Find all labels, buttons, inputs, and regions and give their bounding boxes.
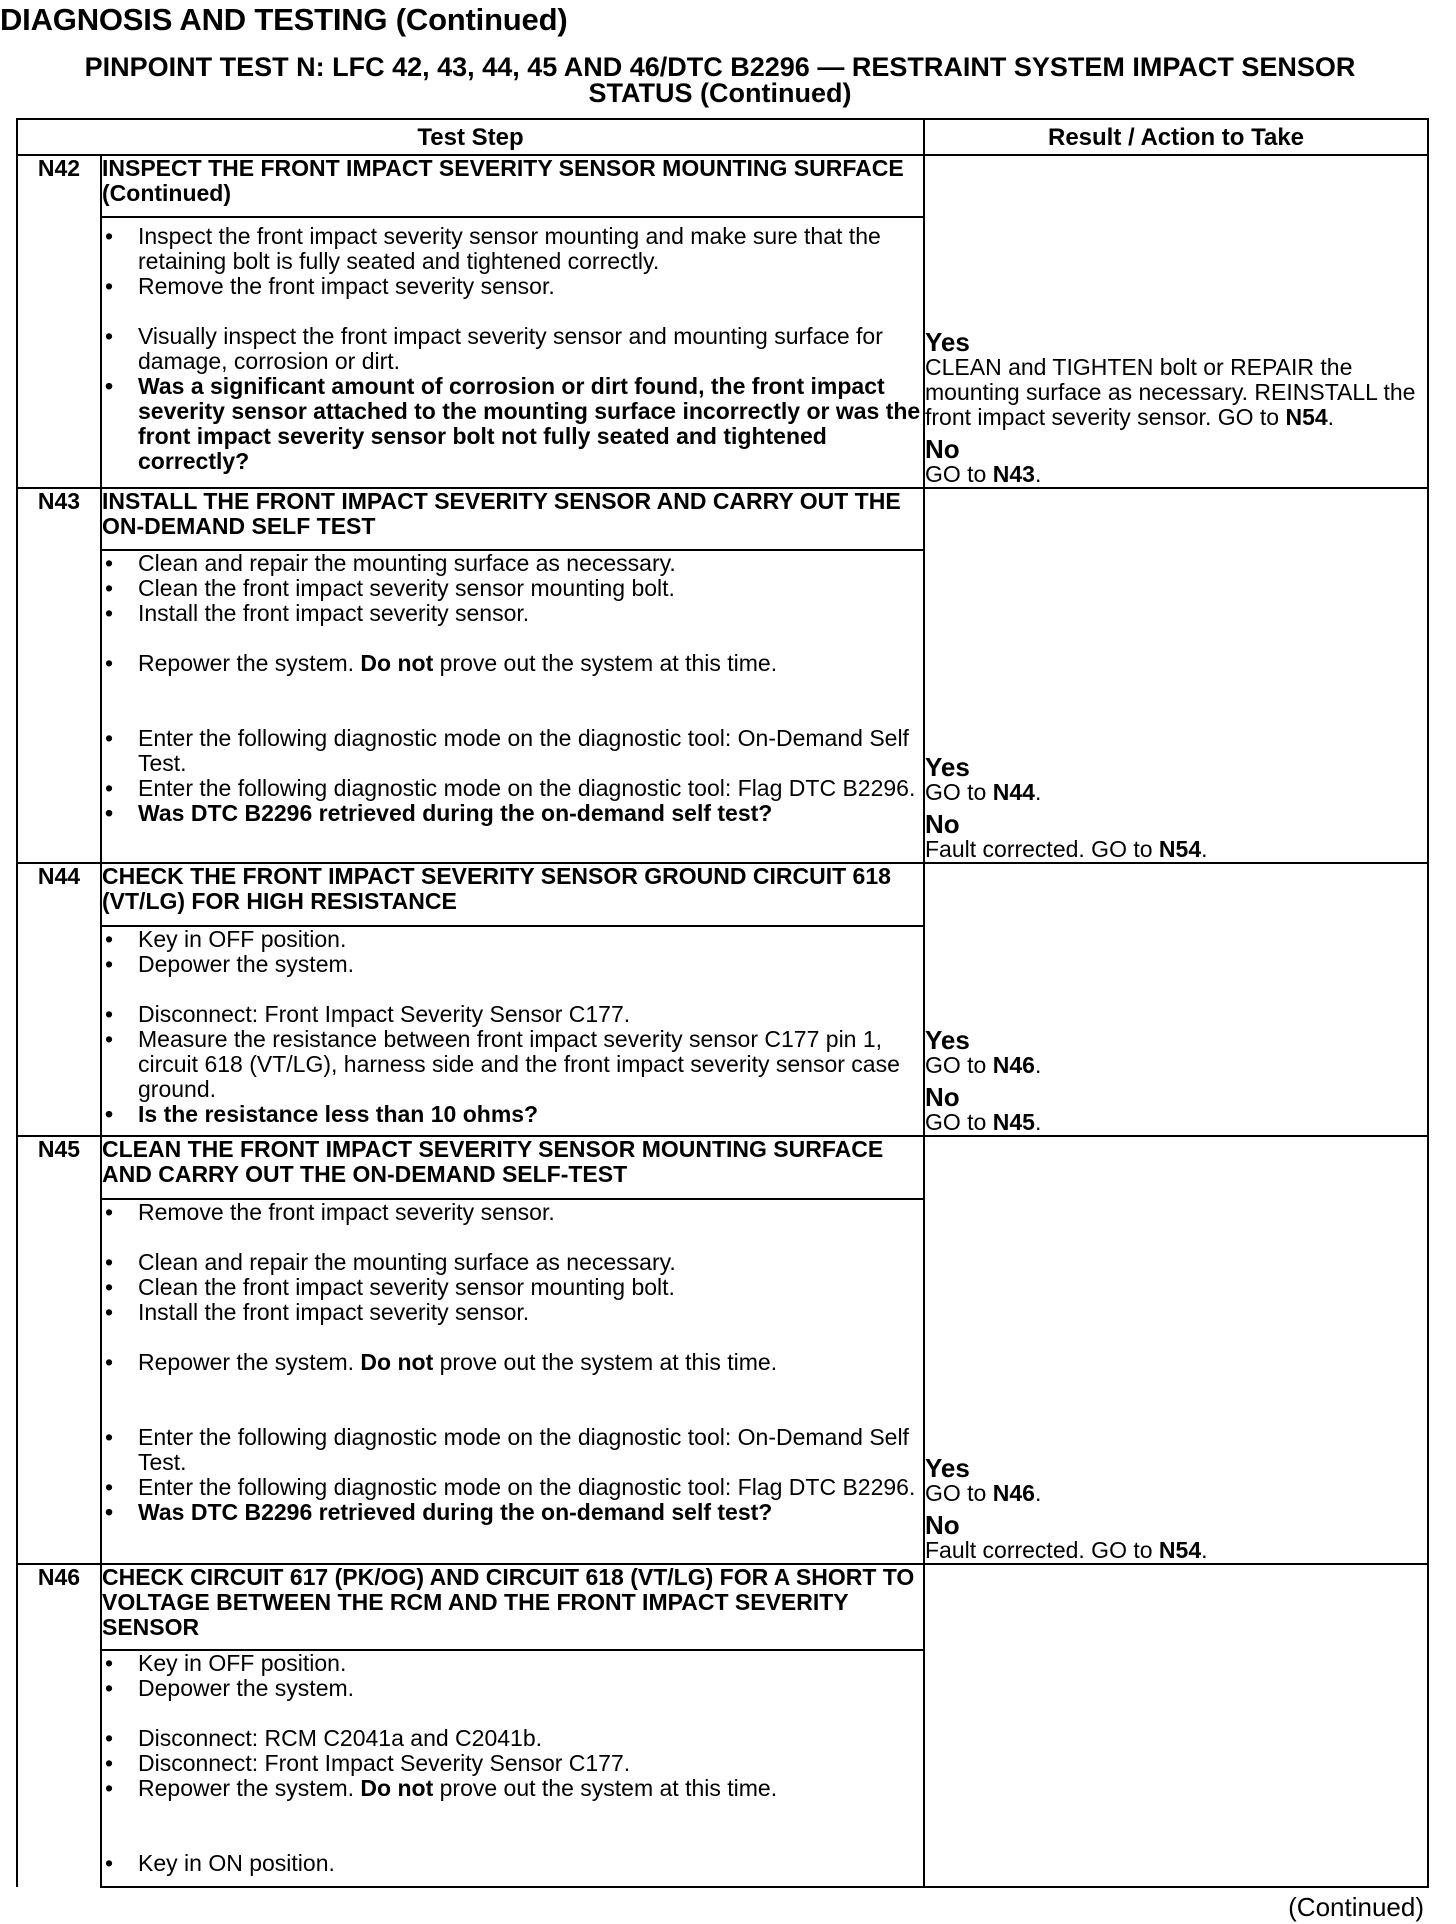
yes-label: Yes bbox=[925, 1025, 970, 1056]
subtitle-line-2: STATUS (Continued) bbox=[588, 78, 852, 108]
list-item: • Clean and repair the mounting surface as necessary. bbox=[102, 551, 923, 576]
list-item: • Install the front impact severity sensor. bbox=[102, 601, 923, 626]
result-n43 bbox=[924, 488, 1428, 863]
step-n44-title-row bbox=[17, 863, 1428, 925]
yes-label: Yes bbox=[925, 1452, 970, 1483]
step-id-n43: N43 bbox=[17, 488, 101, 863]
step-reference: N45 bbox=[992, 1109, 1035, 1136]
step-reference: N44 bbox=[992, 779, 1035, 806]
step-reference: N54 bbox=[1158, 1536, 1202, 1563]
list-item: • Repower the system. Do not prove out the system at this time. bbox=[102, 1776, 923, 1801]
yes-label: Yes bbox=[925, 752, 970, 783]
step-body-n42 bbox=[101, 217, 924, 488]
step-title-n46: CHECK CIRCUIT 617 (PK/OG) AND CIRCUIT 618 (VT/LG) FOR A SHORT TO VOLTAGE BETWEEN THE RCM AND THE FRONT IMPACT SEVERITY SENSOR bbox=[101, 1564, 924, 1650]
no-action-text: Fault corrected. GO to N54. bbox=[925, 836, 1208, 863]
no-label: No bbox=[925, 809, 960, 840]
step-reference: N54 bbox=[1285, 404, 1328, 431]
step-id-n45: N45 bbox=[17, 1136, 101, 1563]
step-reference: N46 bbox=[992, 1479, 1035, 1506]
column-header-test-step: Test Step bbox=[17, 119, 924, 155]
yes-action-text: GO to N46. bbox=[925, 1479, 1042, 1506]
list-item: • Install the front impact severity sensor. bbox=[102, 1300, 923, 1325]
list-item: • Was DTC B2296 retrieved during the on-demand self test? bbox=[102, 801, 923, 826]
list-item: • Disconnect: Front Impact Severity Sensor C177. bbox=[102, 1002, 923, 1027]
step-n45-title-row bbox=[17, 1136, 1428, 1198]
list-item: • Repower the system. Do not prove out the system at this time. bbox=[102, 1350, 923, 1375]
list-item: • Enter the following diagnostic mode on the diagnostic tool: On-Demand Self Test. bbox=[102, 1425, 923, 1475]
list-item: • Depower the system. bbox=[102, 952, 923, 977]
subtitle-line-1: PINPOINT TEST N: LFC 42, 43, 44, 45 AND 46/DTC B2296 — RESTRAINT SYSTEM IMPACT SENSOR bbox=[84, 52, 1356, 82]
step-reference: N46 bbox=[992, 1052, 1035, 1079]
yes-label: Yes bbox=[925, 327, 970, 358]
list-item: • Key in OFF position. bbox=[102, 1651, 923, 1676]
step-body-n44 bbox=[101, 926, 924, 1137]
list-item: • Clean the front impact severity sensor mounting bolt. bbox=[102, 576, 923, 601]
step-n46-title-row bbox=[17, 1564, 1428, 1650]
list-item: • Disconnect: RCM C2041a and C2041b. bbox=[102, 1726, 923, 1751]
list-item: • Is the resistance less than 10 ohms? bbox=[102, 1102, 923, 1127]
result-n45 bbox=[924, 1136, 1428, 1563]
no-action-text: Fault corrected. GO to N54. bbox=[925, 1536, 1208, 1563]
pinpoint-test-table bbox=[16, 118, 1429, 1888]
no-label: No bbox=[925, 1082, 960, 1113]
list-item: • Enter the following diagnostic mode on the diagnostic tool: Flag DTC B2296. bbox=[102, 776, 923, 801]
step-body-n46 bbox=[101, 1650, 924, 1887]
list-item: • Depower the system. bbox=[102, 1676, 923, 1701]
yes-action-text: GO to N46. bbox=[925, 1052, 1042, 1079]
list-item: • Key in OFF position. bbox=[102, 927, 923, 952]
list-item: • Clean the front impact severity sensor mounting bolt. bbox=[102, 1275, 923, 1300]
result-n46 bbox=[924, 1564, 1428, 1887]
no-action-text: GO to N45. bbox=[925, 1109, 1042, 1136]
step-title-n42: INSPECT THE FRONT IMPACT SEVERITY SENSOR MOUNTING SURFACE (Continued) bbox=[101, 155, 924, 217]
list-item: • Enter the following diagnostic mode on the diagnostic tool: On-Demand Self Test. bbox=[102, 726, 923, 776]
column-header-result: Result / Action to Take bbox=[924, 119, 1428, 155]
list-item: • Inspect the front impact severity sensor mounting and make sure that the retaining bolt is fully seated and tightened correctly. bbox=[102, 224, 923, 274]
no-label: No bbox=[925, 1509, 960, 1540]
step-title-n44: CHECK THE FRONT IMPACT SEVERITY SENSOR GROUND CIRCUIT 618 (VT/LG) FOR HIGH RESISTANCE bbox=[101, 863, 924, 925]
list-item: • Disconnect: Front Impact Severity Sensor C177. bbox=[102, 1751, 923, 1776]
list-item: • Enter the following diagnostic mode on the diagnostic tool: Flag DTC B2296. bbox=[102, 1475, 923, 1500]
yes-action-text: CLEAN and TIGHTEN bolt or REPAIR the mounting surface as necessary. REINSTALL the front impact severity sensor. GO to N54. bbox=[925, 354, 1416, 431]
step-title-n45: CLEAN THE FRONT IMPACT SEVERITY SENSOR MOUNTING SURFACE AND CARRY OUT THE ON-DEMAND SELF-TEST bbox=[101, 1136, 924, 1198]
list-item: • Remove the front impact severity sensor. bbox=[102, 1200, 923, 1225]
list-item: • Was a significant amount of corrosion or dirt found, the front impact severity sensor attached to the mounting surface incorrectly or was the front impact severity sensor bolt not fully seated and tightened correctly? bbox=[102, 374, 923, 474]
pinpoint-test-subtitle bbox=[14, 54, 1426, 106]
step-id-n42: N42 bbox=[17, 155, 101, 488]
no-label: No bbox=[925, 434, 960, 465]
continued-footer: (Continued) bbox=[1288, 1892, 1424, 1922]
list-item: • Clean and repair the mounting surface as necessary. bbox=[102, 1250, 923, 1275]
list-item: • Remove the front impact severity sensor. bbox=[102, 274, 923, 299]
step-id-n44: N44 bbox=[17, 863, 101, 1136]
list-item: • Repower the system. Do not prove out the system at this time. bbox=[102, 651, 923, 676]
step-body-n43 bbox=[101, 550, 924, 863]
table-header-row bbox=[17, 119, 1428, 155]
list-item: • Was DTC B2296 retrieved during the on-demand self test? bbox=[102, 1500, 923, 1525]
result-n44 bbox=[924, 863, 1428, 1136]
step-id-n46: N46 bbox=[17, 1564, 101, 1887]
step-n43-title-row bbox=[17, 488, 1428, 550]
list-item: • Key in ON position. bbox=[102, 1851, 923, 1876]
yes-action-text: GO to N44. bbox=[925, 779, 1042, 806]
result-n42 bbox=[924, 155, 1428, 488]
step-reference: N43 bbox=[992, 461, 1035, 488]
step-reference: N54 bbox=[1158, 836, 1202, 863]
step-n42-title-row bbox=[17, 155, 1428, 217]
page-title: DIAGNOSIS AND TESTING (Continued) bbox=[0, 2, 568, 37]
step-body-n45 bbox=[101, 1199, 924, 1564]
no-action-text: GO to N43. bbox=[925, 461, 1042, 488]
list-item: • Visually inspect the front impact severity sensor and mounting surface for damage, corrosion or dirt. bbox=[102, 324, 923, 374]
list-item: • Measure the resistance between front impact severity sensor C177 pin 1, circuit 618 (VT/LG), harness side and the front impact severity sensor case ground. bbox=[102, 1027, 923, 1102]
step-title-n43: INSTALL THE FRONT IMPACT SEVERITY SENSOR AND CARRY OUT THE ON-DEMAND SELF TEST bbox=[101, 488, 924, 550]
